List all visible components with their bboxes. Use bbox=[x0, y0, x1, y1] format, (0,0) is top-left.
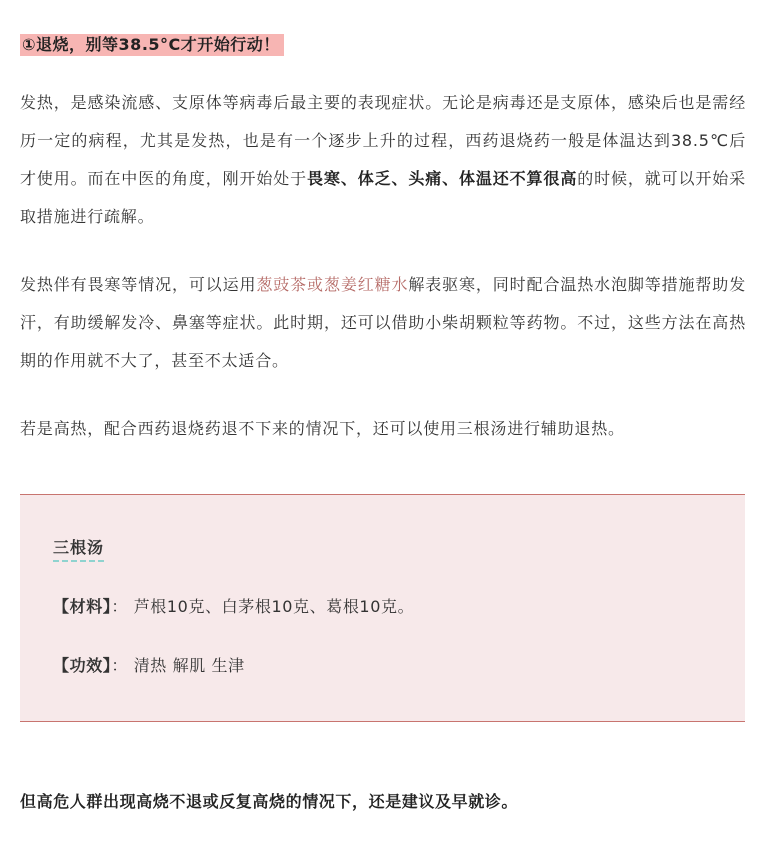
materials-separator: ： bbox=[111, 597, 129, 616]
paragraph-text: 发热伴有畏寒等情况，可以运用 bbox=[20, 275, 257, 294]
section-heading: ①退烧，别等38.5°C才开始行动！ bbox=[20, 34, 284, 56]
paragraph-text: 解表驱寒，同时配合温热水泡脚等措施帮助发汗，有助缓解发冷、鼻塞等症状。此时期，还可以借助小柴胡颗粒等药物。不过，这些方法在高热期的作用就不大了，甚至不太适合。 bbox=[20, 275, 746, 370]
highlight-remedy: 葱豉茶或葱姜红糖水 bbox=[256, 275, 409, 294]
conclusion-text: 但高危人群出现高烧不退或反复高烧的情况下，还是建议及早就诊。 bbox=[20, 792, 519, 811]
materials-label: 【材料】 bbox=[53, 597, 112, 616]
recipe-box bbox=[20, 494, 745, 722]
effect-text: 清热 解肌 生津 bbox=[133, 656, 245, 675]
recipe-effect bbox=[53, 655, 245, 677]
emphasis-symptoms: 畏寒、体乏、头痛、体温还不算很高 bbox=[307, 169, 578, 188]
paragraph-fever-intro bbox=[20, 84, 746, 236]
materials-text: 芦根10克、白茅根10克、葛根10克。 bbox=[133, 597, 415, 616]
effect-label: 【功效】 bbox=[53, 656, 112, 675]
paragraph-text: 的时候，就可以开始采取措施进行疏解。 bbox=[20, 169, 746, 226]
paragraph-text: 发热，是感染流感、支原体等病毒后最主要的表现症状。无论是病毒还是支原体，感染后也是需经历一定的病程，尤其是发热，也是有一个逐步上升的过程，西药退烧药一般是体温达到38.5℃后才使用。而在中医的角度，刚开始处于 bbox=[20, 93, 746, 188]
paragraph-early-treatment bbox=[20, 266, 746, 380]
effect-separator: ： bbox=[111, 656, 129, 675]
recipe-title: 三根汤 bbox=[53, 537, 104, 562]
recipe-materials bbox=[53, 596, 414, 618]
paragraph-high-fever: 若是高热，配合西药退烧药退不下来的情况下，还可以使用三根汤进行辅助退热。 bbox=[20, 419, 625, 438]
